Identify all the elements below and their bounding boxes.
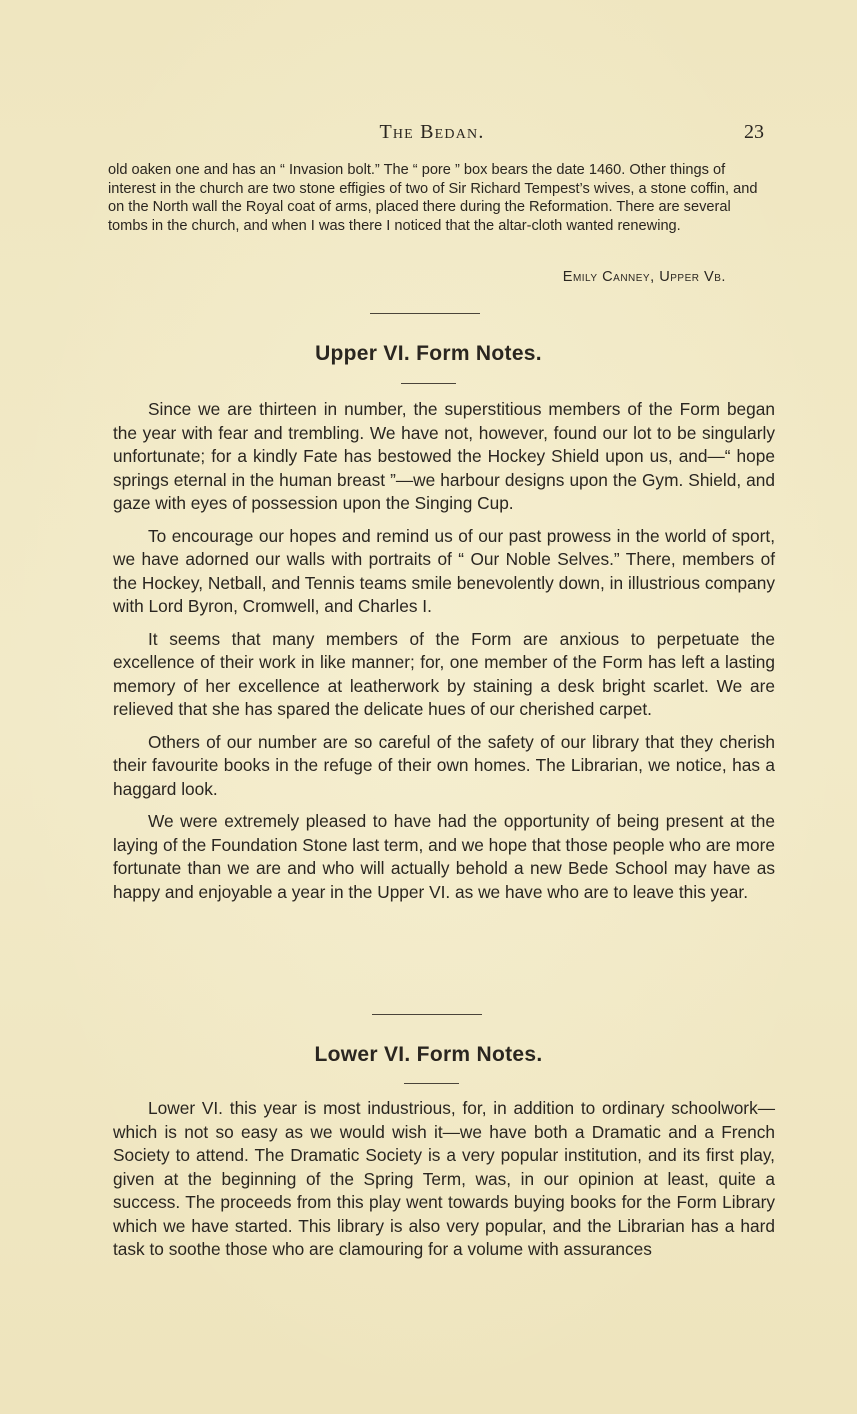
paragraph: Lower VI. this year is most industrious, for, in addition to ordinary schoolwork—which is not so easy as we would wish it—we have both a Dramatic and a French Society to attend. The Dramatic Society is a very popular institution, and its first play, given at the beginning of the Spring Term, was, in our opinion at least, quite a success. The proceeds from this play went towards buying books for the Form Library which we have started. This library is also very popular, and the Librarian has a hard task to soothe those who are clamouring for a volume with assurances xyxy=(113,1098,775,1259)
section-heading-lower-vi: Lower VI. Form Notes. xyxy=(314,1043,543,1066)
paragraph: Since we are thirteen in number, the superstitious members of the Form began the year with fear and trembling. We have not, however, found our lot to be singularly unfortunate; for a kindly Fate has bestowed the Hockey Shield upon us, and—“ hope springs eternal in the human breast ”—we harbour designs upon the Gym. Shield, and gaze with eyes of possession upon the Singing Cup. xyxy=(113,399,775,513)
paragraph: It seems that many members of the Form are anxious to perpetuate the excellence of their work in like manner; for, one member of the Form has left a lasting memory of her excellence at leatherwork by staining a desk bright scarlet. We are relieved that she has spared the delicate hues of our cherished carpet. xyxy=(113,628,775,719)
heading-underline xyxy=(404,1083,459,1084)
author-signature: Emily Canney, Upper Vb. xyxy=(562,269,726,285)
intro-paragraph xyxy=(108,161,770,235)
section-body-upper-vi xyxy=(113,398,775,913)
section-divider xyxy=(372,1014,482,1015)
paragraph: We were extremely pleased to have had the opportunity of being present at the laying of the Foundation Stone last term, and we hope that those people who are more fortunate than we are and who will actually behold a new Bede School may have as happy and enjoyable a year in the Upper VI. as we have who are to leave this year. xyxy=(113,811,775,902)
intro-text: old oaken one and has an “ Invasion bolt.” The “ pore ” box bears the date 1460. Other things of interest in the church are two stone effigies of two of Sir Richard Tempest’s wives, a stone coffin, and on the North wall the Royal coat of arms, placed there during the Reformation. There are several tombs in the church, and when I was there I noticed that the altar-cloth wanted renewing. xyxy=(108,162,758,234)
page-number: 23 xyxy=(744,121,764,143)
heading-underline xyxy=(401,383,456,384)
paragraph: Others of our number are so careful of the safety of our library that they cherish their favourite books in the refuge of their own homes. The Librarian, we notice, has a haggard look. xyxy=(113,731,775,799)
section-heading-upper-vi: Upper VI. Form Notes. xyxy=(315,342,542,365)
running-head xyxy=(100,121,764,147)
running-title: The Bedan. xyxy=(379,121,485,143)
paragraph: To encourage our hopes and remind us of our past prowess in the world of sport, we have adorned our walls with portraits of “ Our Noble Selves.” There, members of the Hockey, Netball, and Tennis teams smile benevolently down, in illustrious company with Lord Byron, Cromwell, and Charles I. xyxy=(113,525,775,616)
section-body-lower-vi xyxy=(113,1097,775,1271)
section-divider xyxy=(370,313,480,314)
